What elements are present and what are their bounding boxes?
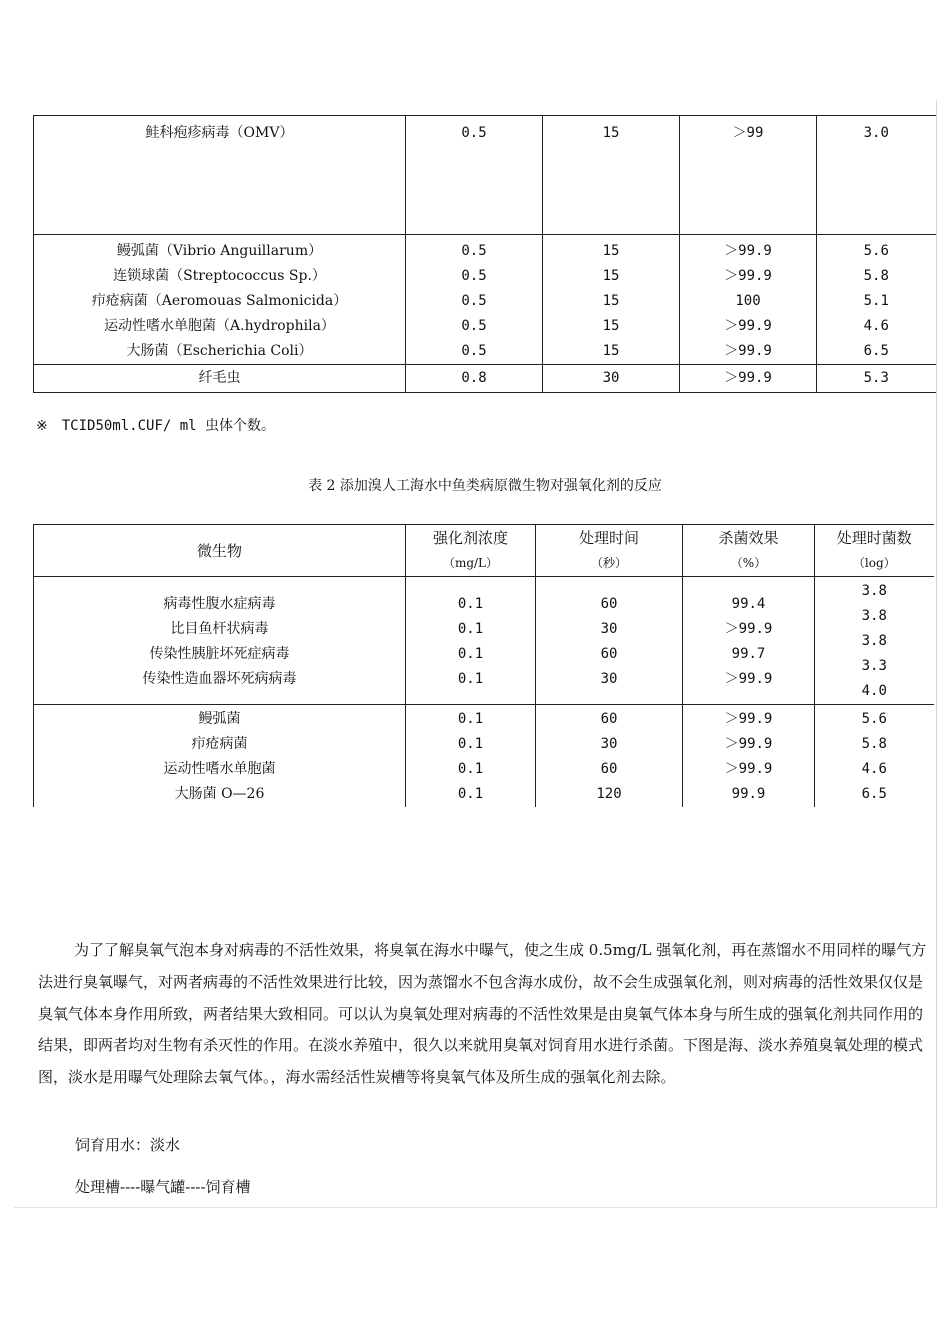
header-log bbox=[815, 525, 934, 577]
organism-name: 病毒性腹水症病毒 bbox=[163, 596, 276, 612]
effect-cell: ＞99 bbox=[680, 116, 817, 235]
organism-name: 连锁球菌（Streptococcus Sp.） bbox=[113, 268, 326, 284]
log-list bbox=[815, 577, 934, 705]
header-unit: （log） bbox=[852, 556, 896, 570]
time-list bbox=[536, 577, 683, 705]
log-value: 5.6 bbox=[863, 243, 889, 259]
concentration-list bbox=[406, 577, 536, 705]
concentration-value: 0.1 bbox=[457, 736, 484, 752]
concentration-value: 0.5 bbox=[461, 268, 487, 284]
body-paragraph bbox=[38, 935, 930, 1094]
time-value: 15 bbox=[602, 268, 620, 284]
concentration-list bbox=[406, 235, 543, 365]
concentration-value: 0.1 bbox=[457, 596, 484, 612]
organism-list bbox=[34, 577, 406, 705]
effect-list bbox=[683, 705, 815, 808]
time-value: 30 bbox=[600, 621, 618, 637]
time-value: 15 bbox=[602, 343, 620, 359]
table-footnote: ※ TCID50ml.CUF/ ml 虫体个数。 bbox=[36, 418, 276, 434]
effect-value: ＞99.9 bbox=[724, 761, 773, 777]
concentration-value: 0.1 bbox=[457, 711, 484, 727]
time-value: 30 bbox=[600, 671, 618, 687]
concentration-value: 0.5 bbox=[461, 318, 487, 334]
effect-value: 99.9 bbox=[731, 786, 766, 802]
organism-list bbox=[34, 235, 406, 365]
table-row bbox=[34, 116, 936, 235]
log-value: 6.5 bbox=[863, 343, 889, 359]
log-cell: 5.3 bbox=[817, 365, 936, 393]
organism-name: 比目鱼杆状病毒 bbox=[170, 621, 269, 637]
table-1-continued bbox=[33, 115, 936, 393]
page-edge-right bbox=[936, 100, 937, 1208]
table-row-bacteria-group bbox=[34, 705, 934, 808]
concentration-value: 0.5 bbox=[461, 343, 487, 359]
table-row bbox=[34, 365, 936, 393]
header-effect bbox=[683, 525, 815, 577]
time-cell: 30 bbox=[543, 365, 680, 393]
effect-value: 99.4 bbox=[731, 596, 766, 612]
organism-name: 运动性嗜水单胞菌（A.hydrophila） bbox=[104, 318, 335, 334]
feed-water-line: 饲育用水：淡水 bbox=[75, 1136, 181, 1154]
log-value: 4.6 bbox=[863, 318, 889, 334]
effect-value: ＞99.9 bbox=[724, 671, 773, 687]
effect-list bbox=[680, 235, 817, 365]
organism-name: 运动性嗜水单胞菌 bbox=[163, 761, 276, 777]
concentration-value: 0.1 bbox=[457, 786, 484, 802]
table-2-caption: 表 2 添加溴人工海水中鱼类病原微生物对强氧化剂的反应 bbox=[308, 478, 662, 494]
effect-value: ＞99.9 bbox=[724, 243, 772, 259]
header-concentration bbox=[406, 525, 536, 577]
organism-cell: 鲑科疱疹病毒（OMV） bbox=[34, 116, 406, 235]
organism-name: 传染性胰脏坏死症病毒 bbox=[149, 646, 290, 662]
header-organism: 微生物 bbox=[34, 525, 406, 577]
effect-cell: ＞99.9 bbox=[680, 365, 817, 393]
concentration-list bbox=[406, 705, 536, 808]
log-cell: 3.0 bbox=[817, 116, 936, 235]
header-unit: （%） bbox=[730, 556, 767, 570]
time-value: 120 bbox=[596, 786, 622, 802]
table-row-bacteria-group bbox=[34, 235, 936, 365]
concentration-value: 0.1 bbox=[457, 671, 484, 687]
table-row-virus-group bbox=[34, 577, 934, 705]
effect-value: 99.7 bbox=[731, 646, 766, 662]
time-value: 60 bbox=[600, 761, 618, 777]
organism-name: 大肠菌 O—26 bbox=[174, 786, 265, 802]
organism-name: 鳗弧菌（Vibrio Anguillarum） bbox=[116, 243, 323, 259]
process-flow-line: 处理槽----曝气罐----饲育槽 bbox=[75, 1178, 251, 1196]
organism-cell: 纤毛虫 bbox=[34, 365, 406, 393]
effect-value: ＞99.9 bbox=[724, 711, 773, 727]
log-value: 5.1 bbox=[863, 293, 889, 309]
organism-name: 传染性造血器坏死病病毒 bbox=[142, 671, 297, 687]
time-list bbox=[536, 705, 683, 808]
time-value: 15 bbox=[602, 243, 620, 259]
log-value: 3.8 bbox=[861, 583, 887, 599]
header-label: 处理时间 bbox=[578, 529, 639, 547]
concentration-value: 0.5 bbox=[461, 293, 487, 309]
header-label: 处理时菌数 bbox=[836, 529, 912, 547]
time-value: 60 bbox=[600, 711, 618, 727]
time-list bbox=[543, 235, 680, 365]
table-2 bbox=[33, 524, 934, 807]
time-value: 60 bbox=[600, 596, 618, 612]
header-label: 强化剂浓度 bbox=[432, 529, 508, 547]
header-label: 杀菌效果 bbox=[718, 529, 779, 547]
log-value: 4.0 bbox=[861, 683, 887, 699]
concentration-cell: 0.5 bbox=[406, 116, 543, 235]
log-value: 5.8 bbox=[861, 736, 887, 752]
time-value: 15 bbox=[602, 293, 620, 309]
paragraph-text: 为了了解臭氧气泡本身对病毒的不活性效果，将臭氧在海水中曝气，使之生成 0.5mg/L 强氧化剂，再在蒸馏水不用同样的曝气方法进行臭氧曝气，对两者病毒的不活性效果进行比较，因为蒸馏水不包含海水成份，故不会生成强氧化剂，则对病毒的活性效果仅仅是臭氧气体本身作用所致，两者结果大致相同。可以认为臭氧处理对病毒的不活性效果是由臭氧气体本身与所生成的强氧化剂共同作用的结果，即两者均对生物有杀灭性的作用。在淡水养殖中，很久以来就用臭氧对饲育用水进行杀菌。下图是海、淡水养殖臭氧处理的模式图，淡水是用曝气处理除去氧气体。，海水需经活性炭槽等将臭氧气体及所生成的强氧化剂去除。 bbox=[38, 941, 927, 1087]
time-value: 15 bbox=[602, 318, 620, 334]
log-value: 3.3 bbox=[861, 658, 887, 674]
effect-value: ＞99.9 bbox=[724, 343, 772, 359]
concentration-value: 0.1 bbox=[457, 761, 484, 777]
log-list bbox=[815, 705, 934, 808]
concentration-value: 0.1 bbox=[457, 621, 484, 637]
effect-value: ＞99.9 bbox=[724, 621, 773, 637]
log-list bbox=[817, 235, 936, 365]
concentration-cell: 0.8 bbox=[406, 365, 543, 393]
concentration-value: 0.1 bbox=[457, 646, 484, 662]
log-value: 3.8 bbox=[861, 633, 887, 649]
concentration-value: 0.5 bbox=[461, 243, 487, 259]
header-unit: （mg/L） bbox=[442, 556, 499, 570]
effect-value: ＞99.9 bbox=[724, 736, 773, 752]
organism-list bbox=[34, 705, 406, 808]
header-time bbox=[536, 525, 683, 577]
log-value: 3.8 bbox=[861, 608, 887, 624]
time-value: 30 bbox=[600, 736, 618, 752]
log-value: 6.5 bbox=[861, 786, 887, 802]
effect-value: 100 bbox=[735, 293, 761, 309]
table-header-row bbox=[34, 525, 934, 577]
organism-name: 大肠菌（Escherichia Coli） bbox=[126, 343, 313, 359]
log-value: 5.6 bbox=[861, 711, 887, 727]
log-value: 5.8 bbox=[863, 268, 889, 284]
organism-name: 疖疮病菌（Aeromouas Salmonicida） bbox=[91, 293, 348, 309]
organism-name: 疖疮病菌 bbox=[191, 736, 248, 752]
time-value: 60 bbox=[600, 646, 618, 662]
effect-value: ＞99.9 bbox=[724, 318, 772, 334]
effect-list bbox=[683, 577, 815, 705]
log-value: 4.6 bbox=[861, 761, 887, 777]
page-edge-bottom bbox=[14, 1207, 936, 1208]
time-cell: 15 bbox=[543, 116, 680, 235]
effect-value: ＞99.9 bbox=[724, 268, 772, 284]
organism-name: 鳗弧菌 bbox=[198, 711, 241, 727]
header-unit: （秒） bbox=[590, 556, 627, 570]
